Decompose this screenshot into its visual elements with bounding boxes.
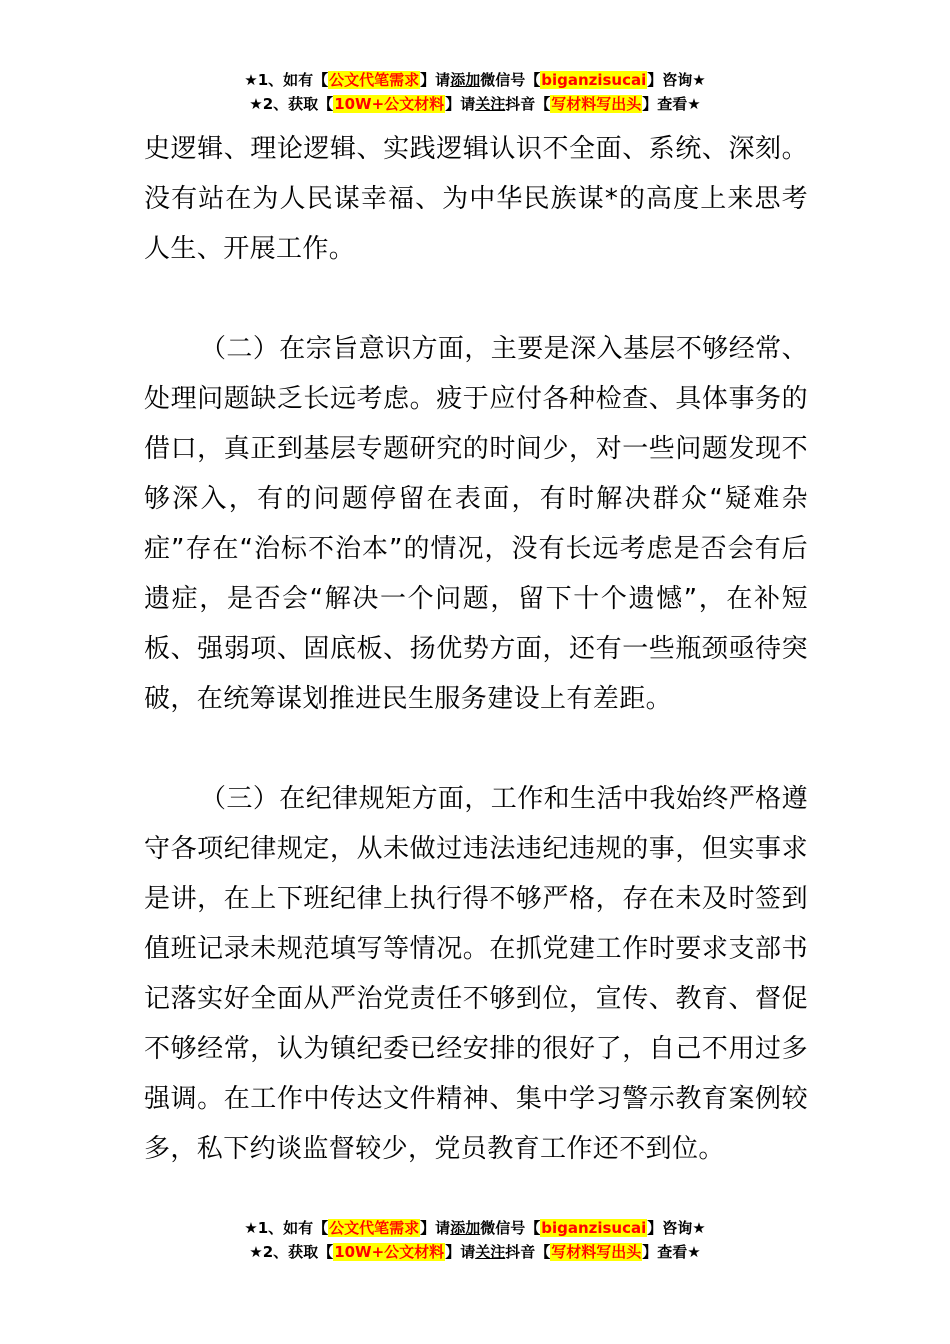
header-banner bbox=[0, 68, 950, 116]
paragraph-discipline-rules: （三）在纪律规矩方面，工作和生活中我始终严格遵守各项纪律规定，从未做过违法违纪违规的事，但实事求是讲，在上下班纪律上执行得不够严格，存在未及时签到值班记录未规范填写等情况。在抓党建工作时要求支部书记落实好全面从严治党责任不够到位，宣传、教育、督促不够经常，认为镇纪委已经安排的很好了，自己不用过多强调。在工作中传达文件精神、集中学习警示教育案例较多，私下约谈监督较少，党员教育工作还不到位。 bbox=[144, 784, 808, 1164]
banner-text: 】请 bbox=[445, 1243, 476, 1261]
highlight-service-label: 公文代笔需求 bbox=[329, 1219, 420, 1237]
banner-text: 】查看★ bbox=[642, 95, 701, 113]
banner-text: 】咨询★ bbox=[647, 71, 706, 89]
paragraph-spacer bbox=[144, 724, 808, 774]
footer-banner-line-1 bbox=[0, 1216, 950, 1240]
emphasis-text: 添加 bbox=[450, 1219, 481, 1237]
banner-text: 】咨询★ bbox=[647, 1219, 706, 1237]
header-banner-line-2 bbox=[0, 92, 950, 116]
banner-text: 抖音【 bbox=[505, 95, 551, 113]
highlight-wechat-id: biganzisucai bbox=[541, 1219, 647, 1237]
header-banner-line-1 bbox=[0, 68, 950, 92]
banner-text: ★2、获取【 bbox=[249, 95, 334, 113]
banner-text: ★1、如有【 bbox=[244, 1219, 329, 1237]
footer-banner bbox=[0, 1216, 950, 1264]
banner-text: 抖音【 bbox=[505, 1243, 551, 1261]
banner-text: ★2、获取【 bbox=[249, 1243, 334, 1261]
document-body bbox=[144, 124, 808, 1174]
highlight-materials-label: 10W+公文材料 bbox=[334, 1243, 445, 1261]
emphasis-text: 关注 bbox=[475, 1243, 506, 1261]
paragraph-spacer bbox=[144, 274, 808, 324]
footer-banner-line-2 bbox=[0, 1240, 950, 1264]
banner-text: 】请 bbox=[445, 95, 476, 113]
highlight-douyin-id: 写材料写出头 bbox=[551, 1243, 642, 1261]
banner-text: 微信号【 bbox=[480, 1219, 541, 1237]
banner-text: 】请 bbox=[420, 1219, 451, 1237]
banner-text: 微信号【 bbox=[480, 71, 541, 89]
paragraph-continuation: 史逻辑、理论逻辑、实践逻辑认识不全面、系统、深刻。没有站在为人民谋幸福、为中华民族谋*的高度上来思考人生、开展工作。 bbox=[144, 134, 808, 264]
highlight-wechat-id: biganzisucai bbox=[541, 71, 647, 89]
banner-text: ★1、如有【 bbox=[244, 71, 329, 89]
banner-text: 】请 bbox=[420, 71, 451, 89]
emphasis-text: 关注 bbox=[475, 95, 506, 113]
highlight-materials-label: 10W+公文材料 bbox=[334, 95, 445, 113]
banner-text: 】查看★ bbox=[642, 1243, 701, 1261]
emphasis-text: 添加 bbox=[450, 71, 481, 89]
paragraph-purpose-awareness: （二）在宗旨意识方面，主要是深入基层不够经常、处理问题缺乏长远考虑。疲于应付各种检查、具体事务的借口，真正到基层专题研究的时间少，对一些问题发现不够深入，有的问题停留在表面，有时解决群众“疑难杂症”存在“治标不治本”的情况，没有长远考虑是否会有后遗症，是否会“解决一个问题，留下十个遗憾”，在补短板、强弱项、固底板、扬优势方面，还有一些瓶颈亟待突破，在统筹谋划推进民生服务建设上有差距。 bbox=[144, 334, 808, 714]
highlight-douyin-id: 写材料写出头 bbox=[551, 95, 642, 113]
highlight-service-label: 公文代笔需求 bbox=[329, 71, 420, 89]
